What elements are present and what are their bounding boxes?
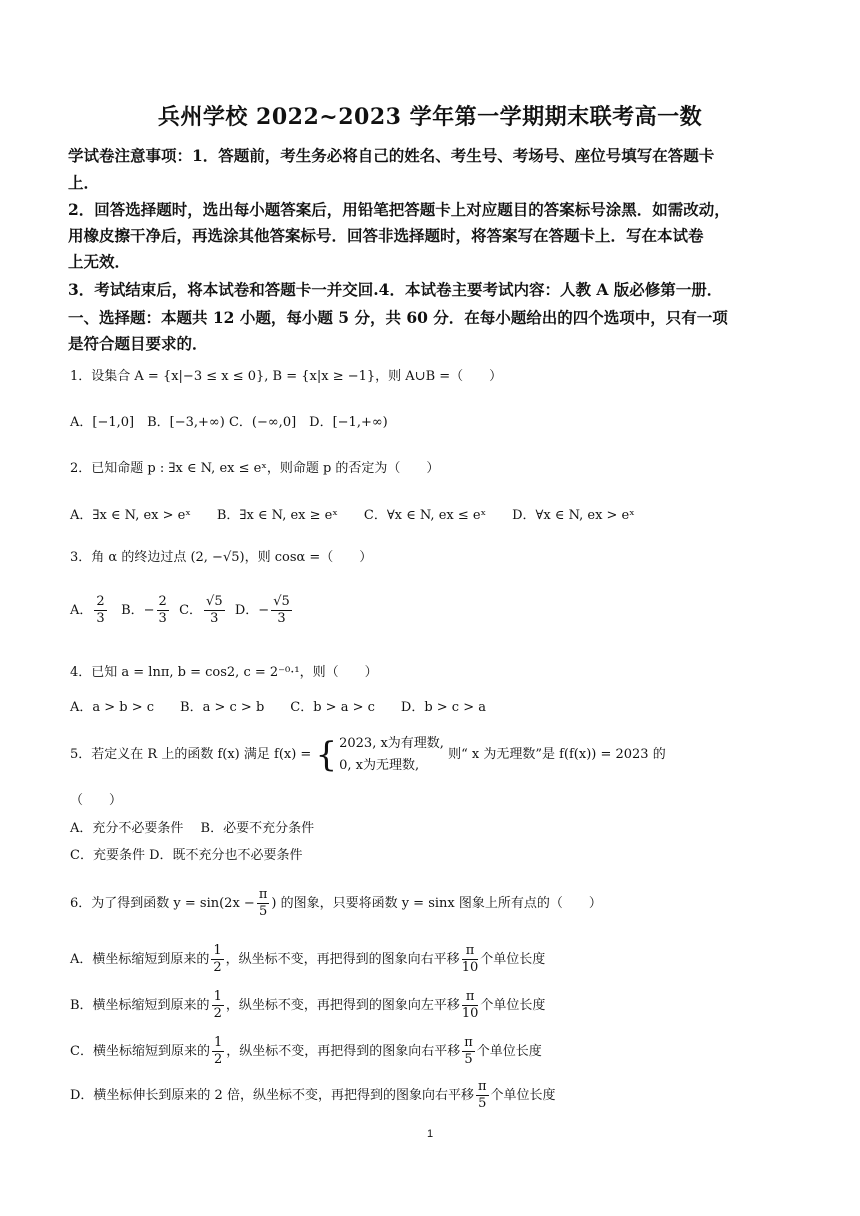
fraction [94, 594, 106, 627]
question-3-options [70, 594, 294, 627]
fraction [271, 594, 292, 627]
option-text: A．横坐标缩短到原来的 [70, 952, 210, 967]
numerator: π [477, 1079, 487, 1094]
numerator: π [462, 943, 479, 960]
question-6-option-c [70, 1034, 542, 1070]
denominator: 2 [213, 1006, 222, 1021]
numerator: 2 [158, 594, 167, 609]
piecewise-cases [339, 733, 444, 777]
denominator: 3 [158, 611, 167, 626]
option-text: ，纵坐标不变，再把得到的图象向右平移 [225, 952, 460, 967]
option-text: D．横坐标伸长到原来的 2 倍，纵坐标不变，再把得到的图象向右平移 [70, 1088, 474, 1103]
case-irrational: 0, x为无理数, [339, 757, 420, 773]
numerator: 1 [213, 943, 222, 958]
notice-line-2: 2．回答选择题时，选出每小题答案后，用铅笔把答题卡上对应题目的答案标号涂黑．如需改动， [68, 200, 730, 219]
denominator: 10 [461, 1006, 479, 1021]
notice-line-3: 3．考试结束后，将本试卷和答题卡一并交回.4．本试卷主要考试内容：人教 A 版必修第一册． [68, 280, 723, 299]
notice-line-2c: 上无效． [68, 252, 131, 271]
fraction [157, 594, 169, 627]
fraction [462, 989, 479, 1022]
fraction [462, 1035, 475, 1068]
fraction [476, 1079, 489, 1112]
page-title: 兵州学校 2022~2023 学年第一学期期末联考高一数 [157, 104, 703, 130]
numerator: π [464, 1035, 473, 1050]
option-label: B．− [121, 603, 155, 618]
denominator: 2 [213, 1052, 223, 1067]
option-text: ，纵坐标不变，再把得到的图象向左平移 [225, 998, 460, 1013]
notice-line-1: 学试卷注意事项：1．答题前，考生务必将自己的姓名、考生号、考场号、座位号填写在答题卡 [68, 146, 715, 165]
section-heading: 一、选择题：本题共 12 小题，每小题 5 分，共 60 分．在每小题给出的四个选项中，只有一项 [68, 308, 728, 327]
numerator: 1 [213, 1035, 223, 1050]
left-brace: { [315, 734, 338, 775]
option-label: D．− [234, 603, 270, 618]
notice-line-2b: 用橡皮擦干净后，再选涂其他答案标号．回答非选择题时，将答案写在答题卡上．写在本试卷 [68, 226, 704, 245]
denominator: 10 [461, 960, 479, 975]
denominator: 3 [96, 611, 105, 626]
fraction [212, 1035, 224, 1068]
option-text: 个单位长度 [480, 952, 546, 967]
question-5-options-cd: C．充要条件 D．既不充分也不必要条件 [70, 848, 303, 863]
question-3-stem: 3．角 α 的终边过点 (2, −√5)，则 cosα =（ ） [70, 550, 373, 565]
question-5-paren: （ ） [70, 793, 123, 808]
question-6-stem [70, 886, 800, 922]
numerator: √5 [273, 594, 290, 609]
question-6-option-d [70, 1078, 556, 1114]
question-2-options: A．∃x ∈ N, ex > eˣ B．∃x ∈ N, ex ≥ eˣ C．∀x ∈ N, ex ≤ eˣ D．∀x ∈ N, ex > eˣ [70, 508, 635, 523]
stem-suffix: 则“ x 为无理数”是 f(f(x)) = 2023 的 [448, 747, 666, 762]
stem-prefix: 5．若定义在 R 上的函数 f(x) 满足 f(x) = [70, 747, 312, 762]
fraction [204, 594, 225, 627]
question-1-stem: 1．设集合 A = {x|−3 ≤ x ≤ 0}, B = {x|x ≥ −1}，则 A∪B =（ ） [70, 369, 503, 384]
question-6-option-a [70, 942, 545, 978]
option-label: C． [179, 603, 203, 618]
option-text: C．横坐标缩短到原来的 [70, 1044, 210, 1059]
case-rational: 2023, x为有理数, [339, 735, 444, 751]
question-5-options-ab: A．充分不必要条件 B．必要不充分条件 [70, 821, 315, 836]
question-5-stem [70, 732, 800, 778]
stem-suffix: ) 的图象，只要将函数 y = sinx 图象上所有点的（ ） [271, 896, 602, 911]
question-2-stem: 2．已知命题 p : ∃x ∈ N, ex ≤ eˣ，则命题 p 的否定为（ ） [70, 461, 440, 476]
notice-line-1b: 上． [68, 173, 100, 192]
fraction [257, 887, 270, 920]
option-text: 个单位长度 [476, 1044, 542, 1059]
option-text: ，纵坐标不变，再把得到的图象向右平移 [226, 1044, 461, 1059]
numerator: 2 [96, 594, 105, 609]
fraction [462, 943, 479, 976]
page-number: 1 [426, 1128, 434, 1140]
question-6-option-b [70, 988, 545, 1024]
numerator: π [258, 887, 268, 902]
denominator: 3 [210, 611, 219, 626]
numerator: π [462, 989, 479, 1006]
fraction [212, 989, 224, 1022]
option-text: B．横坐标缩短到原来的 [70, 998, 210, 1013]
fraction [211, 943, 223, 976]
question-4-options: A．a > b > c B．a > c > b C．b > a > c D．b > c > a [70, 700, 486, 715]
section-heading-cont: 是符合题目要求的． [68, 334, 208, 353]
question-1-options: A．[−1,0] B．[−3,+∞) C．(−∞,0] D．[−1,+∞) [70, 415, 388, 430]
denominator: 5 [464, 1052, 473, 1067]
option-text: 个单位长度 [480, 998, 546, 1013]
numerator: √5 [206, 594, 223, 609]
denominator: 5 [478, 1096, 487, 1111]
option-label: A． [70, 603, 93, 618]
option-text: 个单位长度 [490, 1088, 556, 1103]
stem-prefix: 6．为了得到函数 y = sin(2x − [70, 896, 255, 911]
denominator: 5 [258, 904, 268, 919]
denominator: 2 [213, 960, 222, 975]
question-4-stem: 4．已知 a = lnπ, b = cos2, c = 2⁻⁰·¹，则（ ） [70, 665, 378, 680]
denominator: 3 [277, 611, 286, 626]
numerator: 1 [213, 989, 222, 1004]
